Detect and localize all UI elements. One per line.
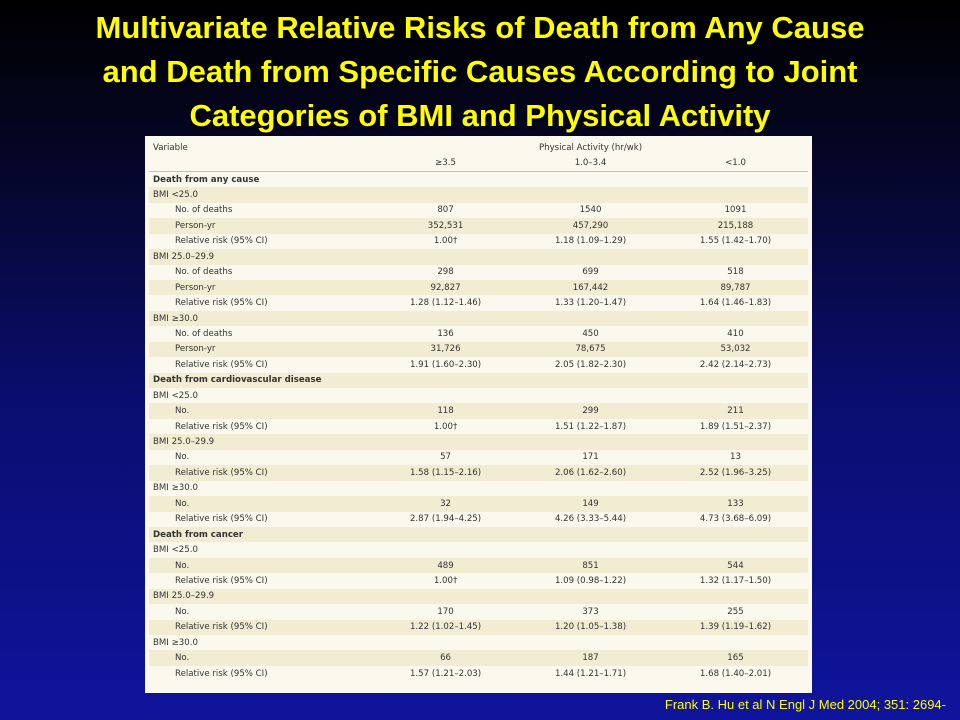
table-row [149, 650, 808, 665]
slide-title [0, 6, 960, 138]
cell-col-1: 352,531 [373, 218, 518, 233]
cell-col-1: 807 [437, 205, 454, 216]
cell-col-3 [663, 542, 808, 557]
group-row [149, 542, 808, 557]
row-label: Relative risk (95% CI) [175, 298, 268, 309]
cell-col-1: 57 [440, 452, 452, 463]
cell-col-3 [663, 527, 808, 542]
cell-col-1: 92,827 [373, 280, 518, 295]
table-row [149, 558, 808, 573]
row-label: Person-yr [149, 342, 373, 357]
table-row [149, 512, 808, 527]
cell-col-1 [373, 589, 518, 604]
cell-col-1: 1.22 (1.02–1.45) [373, 620, 518, 635]
cell-col-2 [518, 527, 663, 542]
cell-col-3 [663, 249, 808, 264]
row-label: No. [149, 403, 373, 418]
cell-col-1: 136 [437, 328, 454, 339]
row-label: BMI <25.0 [149, 187, 373, 202]
table-row [149, 450, 808, 465]
cell-col-2 [518, 171, 663, 187]
cell-col-3 [663, 187, 808, 202]
table-body [149, 171, 808, 681]
cell-col-3 [663, 434, 808, 449]
table-row [149, 403, 808, 418]
row-label: Relative risk (95% CI) [175, 359, 268, 370]
table-subheader-row [149, 155, 808, 171]
cell-col-1 [373, 311, 518, 326]
row-label: No. [175, 606, 190, 617]
cell-col-2 [518, 481, 663, 496]
table-row [149, 419, 808, 434]
cell-col-2 [518, 249, 663, 264]
row-label: BMI ≥30.0 [153, 483, 198, 494]
row-label: BMI 25.0–29.9 [149, 434, 373, 449]
cell-col-2: 457,290 [518, 218, 663, 233]
table-header-row [149, 140, 808, 155]
row-label: Relative risk (95% CI) [175, 575, 268, 586]
cell-col-1 [373, 527, 518, 542]
cell-col-1: 1.91 (1.60–2.30) [409, 359, 482, 370]
cell-col-1 [373, 434, 518, 449]
cell-col-2: 373 [582, 606, 599, 617]
cell-col-3 [663, 635, 808, 650]
table-row [149, 357, 808, 372]
table-row [149, 604, 808, 619]
section-row [149, 527, 808, 542]
table-row [149, 465, 808, 480]
cell-col-3: 518 [727, 267, 744, 278]
cell-col-1: 1.00† [433, 236, 458, 247]
table-row [149, 234, 808, 249]
cell-col-2 [518, 434, 663, 449]
cell-col-1: 298 [437, 267, 454, 278]
cell-col-3: 1.89 (1.51–2.37) [699, 421, 772, 432]
cell-col-2: 2.05 (1.82–2.30) [554, 359, 627, 370]
cell-col-2 [518, 542, 663, 557]
cell-col-3 [663, 589, 808, 604]
cell-col-2: 78,675 [518, 342, 663, 357]
slide-title-line-2: and Death from Specific Causes According to Joint [102, 54, 858, 89]
table-row [149, 342, 808, 357]
cell-col-2: 187 [518, 650, 663, 665]
citation: Frank B. Hu et al N Engl J Med 2004; 351: 2694- [664, 697, 946, 712]
cell-col-2: 1.33 (1.20–1.47) [554, 298, 627, 309]
group-row [149, 249, 808, 264]
col-header-low-activity: <1.0 [663, 155, 808, 171]
cell-col-1: 32 [373, 496, 518, 511]
cell-col-1: 1.57 (1.21–2.03) [409, 668, 482, 679]
cell-col-1: 31,726 [373, 342, 518, 357]
group-row [149, 589, 808, 604]
cell-col-1 [373, 388, 518, 403]
row-label: BMI 25.0–29.9 [149, 249, 373, 264]
row-label: No. [149, 650, 373, 665]
cell-col-3: 1.55 (1.42–1.70) [699, 236, 772, 247]
cell-col-1: 1.28 (1.12–1.46) [409, 298, 482, 309]
row-label: No. [149, 558, 373, 573]
row-label: BMI 25.0–29.9 [149, 589, 373, 604]
table-row [149, 265, 808, 280]
cell-col-3: 215,188 [663, 218, 808, 233]
cell-col-3: 2.42 (2.14–2.73) [699, 359, 772, 370]
row-label: BMI ≥30.0 [149, 311, 373, 326]
cell-col-3: 1091 [724, 205, 747, 216]
cell-col-2: 167,442 [518, 280, 663, 295]
risk-table [149, 140, 808, 681]
section-row [149, 171, 808, 187]
cell-col-2: 1.20 (1.05–1.38) [518, 620, 663, 635]
row-label: Relative risk (95% CI) [175, 668, 268, 679]
data-table-image [145, 136, 812, 693]
cell-col-1 [373, 249, 518, 264]
group-row [149, 388, 808, 403]
table-row [149, 203, 808, 218]
cell-col-2: 699 [582, 267, 599, 278]
cell-col-2 [518, 388, 663, 403]
cell-col-3 [663, 311, 808, 326]
cell-col-1: 170 [437, 606, 454, 617]
cell-col-1: 66 [373, 650, 518, 665]
cell-col-2 [518, 311, 663, 326]
row-label: Death from cancer [149, 527, 373, 542]
row-label: Death from any cause [153, 174, 260, 185]
cell-col-3: 53,032 [663, 342, 808, 357]
cell-col-1 [373, 171, 518, 187]
row-label: Relative risk (95% CI) [175, 514, 268, 525]
cell-col-3 [663, 388, 808, 403]
row-label: BMI ≥30.0 [153, 637, 198, 648]
row-label: No. of deaths [175, 205, 233, 216]
row-label: BMI <25.0 [153, 545, 198, 556]
cell-col-1: 2.87 (1.94–4.25) [409, 514, 482, 525]
group-row [149, 635, 808, 650]
row-label: Person-yr [149, 218, 373, 233]
cell-col-3: 2.52 (1.96–3.25) [663, 465, 808, 480]
cell-col-2 [518, 635, 663, 650]
physical-activity-header: Physical Activity (hr/wk) [373, 140, 808, 155]
cell-col-2 [518, 589, 663, 604]
cell-col-3 [663, 171, 808, 187]
variable-header: Variable [149, 140, 373, 155]
cell-col-2: 1.18 (1.09–1.29) [554, 236, 627, 247]
cell-col-1: 1.58 (1.15–2.16) [373, 465, 518, 480]
cell-col-1 [373, 635, 518, 650]
col-header-high-activity: ≥3.5 [373, 155, 518, 171]
group-row [149, 311, 808, 326]
table-row [149, 280, 808, 295]
cell-col-3: 1.39 (1.19–1.62) [663, 620, 808, 635]
cell-col-2: 149 [518, 496, 663, 511]
cell-col-2 [518, 187, 663, 202]
cell-col-1: 1.00† [433, 421, 458, 432]
col-header-mid-activity: 1.0–3.4 [518, 155, 663, 171]
cell-col-1: 118 [373, 403, 518, 418]
cell-col-2: 1.44 (1.21–1.71) [554, 668, 627, 679]
cell-col-3 [663, 373, 808, 388]
cell-col-3 [663, 481, 808, 496]
cell-col-1: 1.00† [433, 575, 458, 586]
cell-col-1 [373, 373, 518, 388]
cell-col-3: 4.73 (3.68–6.09) [699, 514, 772, 525]
row-label: No. [149, 496, 373, 511]
cell-col-3: 1.68 (1.40–2.01) [699, 668, 772, 679]
row-label: Relative risk (95% CI) [149, 620, 373, 635]
cell-col-1 [373, 481, 518, 496]
cell-col-2: 1540 [579, 205, 602, 216]
cell-col-2 [518, 373, 663, 388]
cell-col-3: 255 [727, 606, 744, 617]
slide-title-line-3: Categories of BMI and Physical Activity [189, 98, 771, 133]
cell-col-1: 489 [373, 558, 518, 573]
cell-col-2: 4.26 (3.33–5.44) [554, 514, 627, 525]
table-row [149, 666, 808, 681]
cell-col-3: 544 [663, 558, 808, 573]
group-row [149, 187, 808, 202]
cell-col-2: 1.09 (0.98–1.22) [554, 575, 627, 586]
section-row [149, 373, 808, 388]
cell-col-3: 13 [730, 452, 741, 463]
table-row [149, 573, 808, 588]
cell-col-3: 211 [663, 403, 808, 418]
row-label: No. of deaths [175, 328, 233, 339]
row-label: BMI <25.0 [153, 390, 198, 401]
table-row [149, 218, 808, 233]
row-label: Relative risk (95% CI) [149, 465, 373, 480]
cell-col-3: 133 [663, 496, 808, 511]
row-label: No. of deaths [175, 267, 233, 278]
row-label: Death from cardiovascular disease [149, 373, 373, 388]
cell-col-3: 1.64 (1.46–1.83) [699, 298, 772, 309]
group-row [149, 481, 808, 496]
cell-col-2: 171 [582, 452, 599, 463]
row-label: Relative risk (95% CI) [175, 236, 268, 247]
cell-col-2: 1.51 (1.22–1.87) [554, 421, 627, 432]
cell-col-1 [373, 542, 518, 557]
table-row [149, 326, 808, 341]
row-label: Person-yr [149, 280, 373, 295]
slide-title-line-1: Multivariate Relative Risks of Death from Any Cause [95, 10, 865, 45]
cell-col-3: 89,787 [663, 280, 808, 295]
table-row [149, 295, 808, 310]
cell-col-3: 1.32 (1.17–1.50) [699, 575, 772, 586]
table-row [149, 620, 808, 635]
cell-col-2: 299 [518, 403, 663, 418]
row-label: No. [175, 452, 190, 463]
cell-col-2: 851 [518, 558, 663, 573]
cell-col-3: 165 [663, 650, 808, 665]
table-row [149, 496, 808, 511]
subheader-spacer [149, 155, 373, 171]
cell-col-1 [373, 187, 518, 202]
cell-col-3: 410 [727, 328, 744, 339]
cell-col-2: 450 [582, 328, 599, 339]
cell-col-2: 2.06 (1.62–2.60) [518, 465, 663, 480]
row-label: Relative risk (95% CI) [175, 421, 268, 432]
group-row [149, 434, 808, 449]
